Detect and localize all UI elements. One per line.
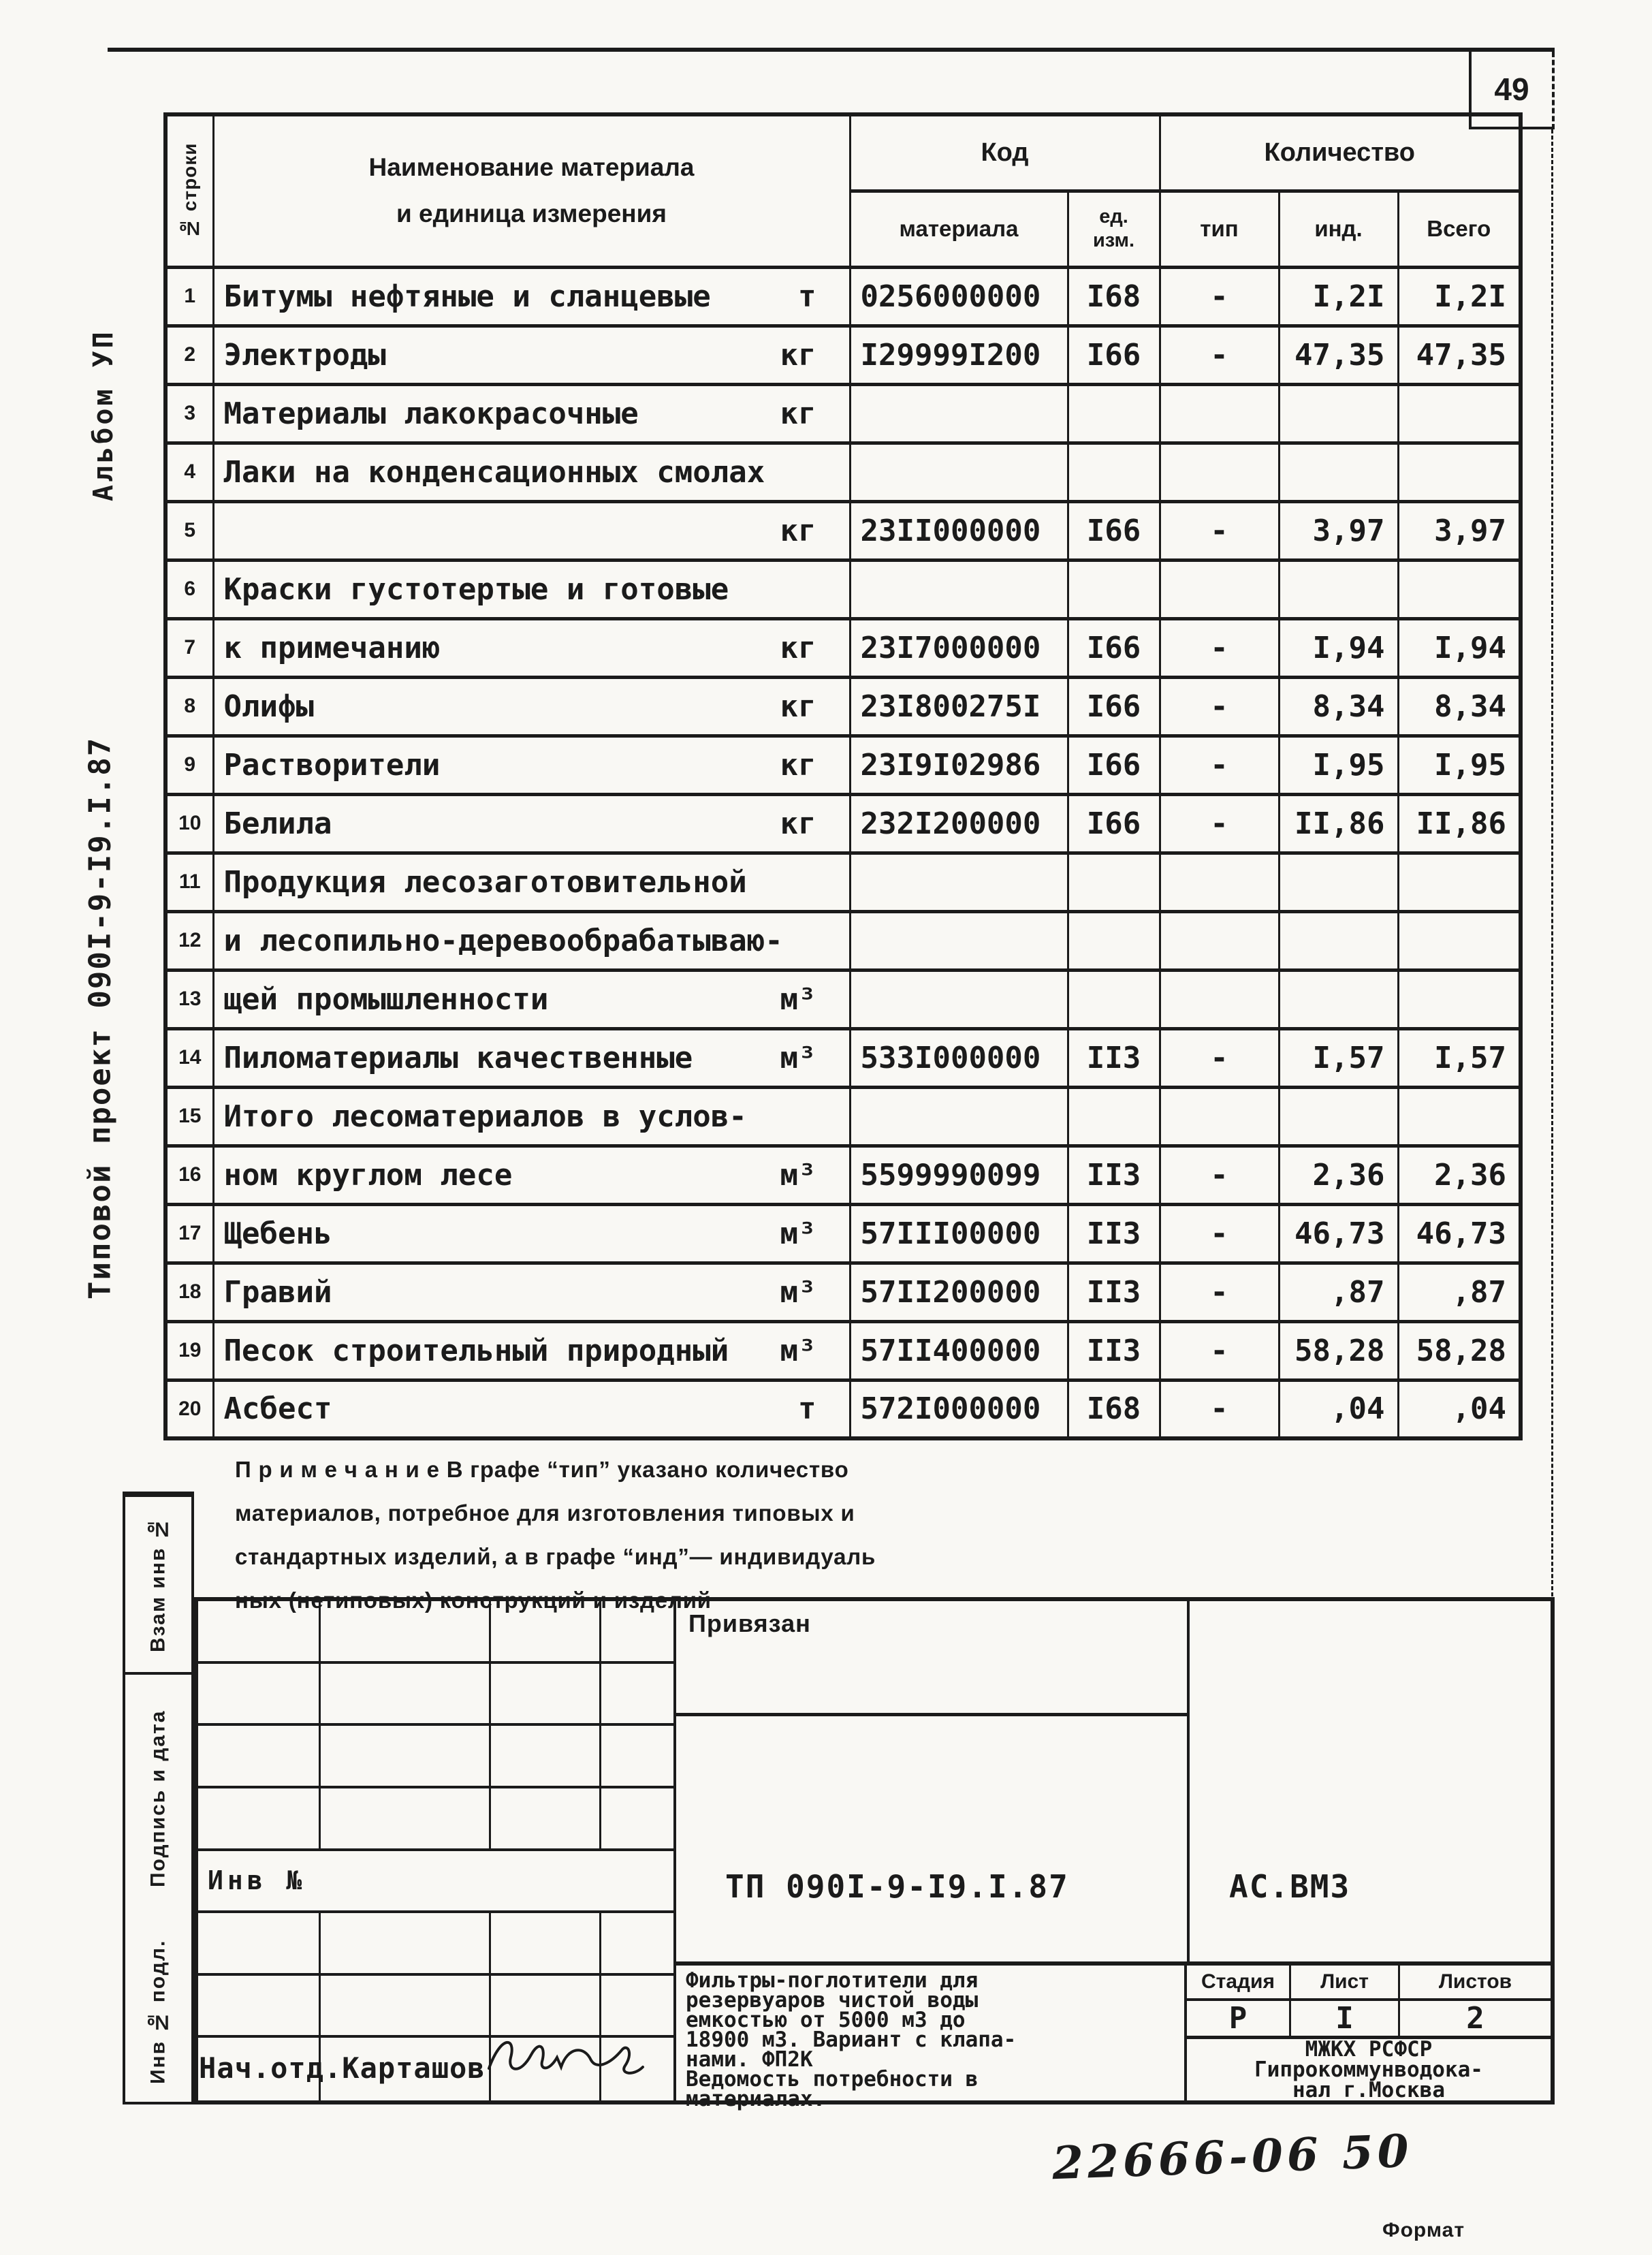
material-code-cell (850, 911, 1068, 970)
material-name-cell (213, 736, 850, 794)
material-unit: м³ (780, 1040, 816, 1075)
table-row (165, 1263, 1521, 1321)
row-number-cell: 9 (165, 736, 213, 794)
tip-cell: - (1160, 326, 1279, 384)
material-name: Пиломатериалы качественные (223, 1040, 693, 1075)
material-name: Материалы лакокрасочные (223, 396, 639, 431)
material-name: Песок строительный природный (223, 1333, 729, 1368)
unit-code-cell (1068, 911, 1160, 970)
handwritten-doc-number: 22666-06 50 (1051, 2124, 1414, 2190)
signature-icon (477, 2026, 654, 2094)
stamp-grid-cell (601, 1788, 673, 1851)
material-code-cell (850, 443, 1068, 501)
unit-code-cell (1068, 384, 1160, 443)
table-row (165, 1146, 1521, 1204)
stage-sheet-block (1187, 1966, 1551, 2100)
material-code-cell: 572I000000 (850, 1380, 1068, 1438)
stage-value: Р (1187, 2001, 1291, 2039)
unit-code-cell: II3 (1068, 1146, 1160, 1204)
tip-cell: - (1160, 267, 1279, 326)
material-code-cell: 23I800275I (850, 677, 1068, 736)
total-cell: 8,34 (1398, 677, 1521, 736)
unit-code-cell (1068, 560, 1160, 618)
stamp-grid-cell (601, 1601, 673, 1664)
material-name-cell (213, 1146, 850, 1204)
ind-cell: 2,36 (1279, 1146, 1398, 1204)
material-code-cell (850, 853, 1068, 911)
material-name: к примечанию (223, 630, 441, 665)
material-name: Белила (223, 806, 332, 841)
note-line: П р и м е ч а н и е В графе “тип” указано количество (235, 1457, 849, 1482)
table-row (165, 326, 1521, 384)
ind-cell (1279, 1087, 1398, 1146)
tip-cell: - (1160, 1263, 1279, 1321)
total-cell: 58,28 (1398, 1321, 1521, 1380)
inv-no-row: Инв № (198, 1851, 673, 1914)
total-cell: I,57 (1398, 1028, 1521, 1087)
stamp-grid-cell (198, 1913, 321, 1976)
tip-cell: - (1160, 1321, 1279, 1380)
total-cell: 2,36 (1398, 1146, 1521, 1204)
material-name-cell (213, 618, 850, 677)
material-unit: кг (780, 747, 816, 783)
tip-cell: - (1160, 1028, 1279, 1087)
row-number-cell: 1 (165, 267, 213, 326)
ind-cell (1279, 443, 1398, 501)
material-name: Растворители (223, 747, 441, 783)
material-name: Итого лесоматериалов в услов- (223, 1099, 747, 1134)
unit-code-cell: I68 (1068, 267, 1160, 326)
material-name-cell (213, 326, 850, 384)
note-line: стандартных изделий, а в графе “инд”— индивидуаль (235, 1544, 876, 1569)
material-name-cell (213, 1028, 850, 1087)
stamp-grid-cell (321, 1788, 491, 1851)
total-cell: 46,73 (1398, 1204, 1521, 1263)
material-name: Гравий (223, 1274, 332, 1310)
total-cell: 3,97 (1398, 501, 1521, 560)
unit-code-cell: I66 (1068, 736, 1160, 794)
doc-code: АС.ВМЗ (1229, 1868, 1351, 1905)
material-name: Продукция лесозаготовительной (223, 864, 747, 900)
sheet-value: I (1291, 2001, 1400, 2039)
tip-cell (1160, 911, 1279, 970)
top-frame-rule (108, 48, 1555, 52)
row-number-cell: 12 (165, 911, 213, 970)
material-unit: кг (780, 689, 816, 724)
stamp-grid-cell (198, 1601, 321, 1664)
header-qty-group: Количество (1160, 114, 1521, 191)
note-line: материалов, потребное для изготовления типовых и (235, 1500, 855, 1526)
row-number-cell: 5 (165, 501, 213, 560)
ind-cell (1279, 560, 1398, 618)
row-number-cell: 13 (165, 970, 213, 1028)
tip-cell (1160, 1087, 1279, 1146)
material-name: Олифы (223, 689, 314, 724)
ind-cell: I,94 (1279, 618, 1398, 677)
material-name-cell (213, 443, 850, 501)
total-cell: I,94 (1398, 618, 1521, 677)
row-number-cell: 2 (165, 326, 213, 384)
frame-label-vzam: Взам инв № (125, 1494, 191, 1672)
stamp-grid-cell (491, 1664, 601, 1726)
unit-code-cell: I66 (1068, 326, 1160, 384)
table-row (165, 560, 1521, 618)
table-row (165, 443, 1521, 501)
table-row (165, 736, 1521, 794)
row-number-cell: 6 (165, 560, 213, 618)
stamp-right-area (676, 1601, 1551, 2111)
material-unit: м³ (780, 1333, 816, 1368)
total-cell: 47,35 (1398, 326, 1521, 384)
material-name: Щебень (223, 1216, 332, 1251)
stamp-grid-cell (321, 1664, 491, 1726)
unit-code-cell: II3 (1068, 1028, 1160, 1087)
sheets-value: 2 (1400, 2001, 1551, 2039)
material-name-cell (213, 1204, 850, 1263)
note-line: ных (нетиповых) конструкций и изделий (235, 1588, 712, 1613)
note-block (235, 1448, 1086, 1622)
material-code-cell (850, 1087, 1068, 1146)
ind-cell: 8,34 (1279, 677, 1398, 736)
stamp-grid-cell (491, 1788, 601, 1851)
table-row (165, 677, 1521, 736)
row-number-cell: 3 (165, 384, 213, 443)
tip-cell (1160, 853, 1279, 911)
material-unit: кг (780, 806, 816, 841)
material-name: ном круглом лесе (223, 1157, 513, 1193)
material-name-cell (213, 853, 850, 911)
stamp-grid-cell (198, 1726, 321, 1788)
header-ind: инд. (1279, 191, 1398, 267)
sheets-label: Листов (1400, 1966, 1551, 2001)
material-name-cell (213, 267, 850, 326)
ind-cell (1279, 911, 1398, 970)
material-code-cell: 0256000000 (850, 267, 1068, 326)
material-name-cell (213, 1321, 850, 1380)
total-cell: I,95 (1398, 736, 1521, 794)
table-row (165, 911, 1521, 970)
ind-cell: 58,28 (1279, 1321, 1398, 1380)
project-title-block (676, 1961, 1551, 2111)
ind-cell (1279, 970, 1398, 1028)
stamp-divider (1187, 1601, 1190, 1961)
material-name-cell (213, 794, 850, 853)
unit-code-cell (1068, 970, 1160, 1028)
frame-label-podpis: Подпись и дата (125, 1672, 191, 1922)
table-row (165, 1204, 1521, 1263)
ind-cell (1279, 384, 1398, 443)
total-cell (1398, 970, 1521, 1028)
frame-label-column (123, 1492, 194, 2104)
material-name: щей промышленности (223, 981, 549, 1017)
ind-cell: 3,97 (1279, 501, 1398, 560)
total-cell (1398, 853, 1521, 911)
material-unit: кг (780, 337, 816, 373)
material-code-cell: 533I000000 (850, 1028, 1068, 1087)
header-code-group: Код (850, 114, 1160, 191)
ind-cell (1279, 853, 1398, 911)
table-row (165, 1028, 1521, 1087)
total-cell: I,2I (1398, 267, 1521, 326)
material-code-cell: 5599990099 (850, 1146, 1068, 1204)
unit-code-cell (1068, 853, 1160, 911)
material-code-cell: 232I200000 (850, 794, 1068, 853)
unit-code-cell: II3 (1068, 1321, 1160, 1380)
material-unit: кг (780, 513, 816, 548)
material-name-cell (213, 384, 850, 443)
row-number-cell: 16 (165, 1146, 213, 1204)
material-name-cell (213, 1263, 850, 1321)
unit-code-cell: I66 (1068, 618, 1160, 677)
material-name: Битумы нефтяные и сланцевые (223, 279, 711, 314)
page-number: 49 (1494, 72, 1529, 107)
project-title: Фильтры-поглотители для резервуаров чистой воды емкостью от 5000 м3 до 18900 м3. Вариант с клапа- нами. ФП2К Ведомость потребности в материалах. (676, 1966, 1187, 2100)
stamp-grid-cell (601, 1664, 673, 1726)
material-code-cell (850, 970, 1068, 1028)
stamp-grid-cell (198, 1976, 321, 2038)
ind-cell: ,04 (1279, 1380, 1398, 1438)
row-number-cell: 7 (165, 618, 213, 677)
tip-cell: - (1160, 677, 1279, 736)
header-tip: тип (1160, 191, 1279, 267)
sidebar-project-label: Типовой проект 090I-9-I9.I.87 (82, 736, 118, 1300)
row-number-cell: 15 (165, 1087, 213, 1146)
stamp-grid-cell (198, 1664, 321, 1726)
total-cell: II,86 (1398, 794, 1521, 853)
stamp-grid-cell (601, 1726, 673, 1788)
sidebar-album-label: Альбом УП (88, 329, 119, 502)
table-row (165, 1321, 1521, 1380)
unit-code-cell: II3 (1068, 1204, 1160, 1263)
stage-label: Стадия (1187, 1966, 1291, 2001)
material-name: Лаки на конденсационных смолах (223, 454, 765, 490)
material-unit: м³ (780, 981, 816, 1017)
material-unit: м³ (780, 1216, 816, 1251)
row-number-cell: 10 (165, 794, 213, 853)
material-name: Асбест (223, 1391, 332, 1427)
material-name-cell (213, 970, 850, 1028)
materials-table (163, 112, 1523, 1440)
material-name: Электроды (223, 337, 386, 373)
total-cell (1398, 1087, 1521, 1146)
row-number-cell: 8 (165, 677, 213, 736)
material-name-cell (213, 560, 850, 618)
stamp-grid-cell (491, 1726, 601, 1788)
material-name-cell (213, 1380, 850, 1438)
table-row (165, 1087, 1521, 1146)
table-header (165, 114, 1521, 267)
table-row (165, 267, 1521, 326)
unit-code-cell (1068, 443, 1160, 501)
tip-cell: - (1160, 1146, 1279, 1204)
material-name: и лесопильно-деревообрабатываю- (223, 923, 783, 958)
stamp-grid-cell (491, 1913, 601, 1976)
material-code-cell (850, 384, 1068, 443)
material-code-cell: 23I7000000 (850, 618, 1068, 677)
unit-code-cell: I66 (1068, 501, 1160, 560)
title-block (194, 1597, 1555, 2111)
unit-code-cell (1068, 1087, 1160, 1146)
tip-cell: - (1160, 501, 1279, 560)
material-name: Краски густотертые и готовые (223, 571, 729, 607)
row-number-cell: 4 (165, 443, 213, 501)
table-row (165, 618, 1521, 677)
ind-cell: ,87 (1279, 1263, 1398, 1321)
material-unit: м³ (780, 1274, 816, 1310)
organization: МЖКХ РСФСР Гипрокоммунводока- нал г.Москва (1254, 2037, 1483, 2102)
material-code-cell (850, 560, 1068, 618)
stamp-grid-cell (321, 1976, 491, 2038)
table-row (165, 970, 1521, 1028)
table-body (165, 267, 1521, 1438)
material-name-cell (213, 501, 850, 560)
ind-cell: I,57 (1279, 1028, 1398, 1087)
tip-cell: - (1160, 1204, 1279, 1263)
stamp-grid-cell (198, 1788, 321, 1851)
ind-cell: 47,35 (1279, 326, 1398, 384)
row-number-cell: 11 (165, 853, 213, 911)
material-code-cell: 57II200000 (850, 1263, 1068, 1321)
sheet-label: Лист (1291, 1966, 1400, 2001)
stamp-grid-cell (321, 1726, 491, 1788)
material-code-cell: 23I9I02986 (850, 736, 1068, 794)
material-unit: кг (780, 396, 816, 431)
table-row (165, 1380, 1521, 1438)
stamp-grid-cell (491, 1601, 601, 1664)
tip-cell: - (1160, 1380, 1279, 1438)
frame-label-inv: Инв № подл. (146, 1939, 170, 2085)
ind-cell: II,86 (1279, 794, 1398, 853)
row-number-cell: 17 (165, 1204, 213, 1263)
total-cell (1398, 911, 1521, 970)
unit-code-cell: I66 (1068, 794, 1160, 853)
material-code-cell: I29999I200 (850, 326, 1068, 384)
header-code-material: материала (850, 191, 1068, 267)
privyazan-cell: Привязан (676, 1601, 1187, 1716)
format-label: Формат (1382, 2219, 1465, 2241)
table-row (165, 384, 1521, 443)
tip-cell: - (1160, 736, 1279, 794)
header-total: Всего (1398, 191, 1521, 267)
material-unit: т (798, 1391, 816, 1427)
table-row (165, 501, 1521, 560)
approver-name: Нач.отд.Карташов (199, 2051, 486, 2085)
signature (477, 2026, 654, 2098)
unit-code-cell: II3 (1068, 1263, 1160, 1321)
ind-cell: I,2I (1279, 267, 1398, 326)
header-row-number: № строки (165, 114, 213, 267)
total-cell (1398, 443, 1521, 501)
material-unit: т (798, 279, 816, 314)
header-material-name: Наименование материала и единица измерения (213, 114, 850, 267)
tip-cell: - (1160, 618, 1279, 677)
header-unit: ед. изм. (1068, 191, 1160, 267)
ind-cell: I,95 (1279, 736, 1398, 794)
row-number-cell: 14 (165, 1028, 213, 1087)
tip-cell (1160, 443, 1279, 501)
material-unit: м³ (780, 1157, 816, 1193)
total-cell: ,87 (1398, 1263, 1521, 1321)
material-name-cell (213, 677, 850, 736)
tp-number: ТП 090I-9-I9.I.87 (725, 1868, 1069, 1905)
row-number-cell: 20 (165, 1380, 213, 1438)
unit-code-cell: I68 (1068, 1380, 1160, 1438)
material-code-cell: 57III00000 (850, 1204, 1068, 1263)
tip-cell (1160, 970, 1279, 1028)
material-unit: кг (780, 630, 816, 665)
tip-cell (1160, 560, 1279, 618)
table-row (165, 853, 1521, 911)
material-code-cell: 23II000000 (850, 501, 1068, 560)
total-cell (1398, 384, 1521, 443)
stamp-grid-cell (321, 1913, 491, 1976)
material-code-cell: 57II400000 (850, 1321, 1068, 1380)
material-name-cell (213, 911, 850, 970)
tip-cell: - (1160, 794, 1279, 853)
table-row (165, 794, 1521, 853)
total-cell: ,04 (1398, 1380, 1521, 1438)
material-name-cell (213, 1087, 850, 1146)
total-cell (1398, 560, 1521, 618)
row-number-cell: 18 (165, 1263, 213, 1321)
tip-cell (1160, 384, 1279, 443)
stamp-grid-cell (601, 1913, 673, 1976)
row-number-cell: 19 (165, 1321, 213, 1380)
stamp-grid-cell (321, 1601, 491, 1664)
ind-cell: 46,73 (1279, 1204, 1398, 1263)
unit-code-cell: I66 (1068, 677, 1160, 736)
